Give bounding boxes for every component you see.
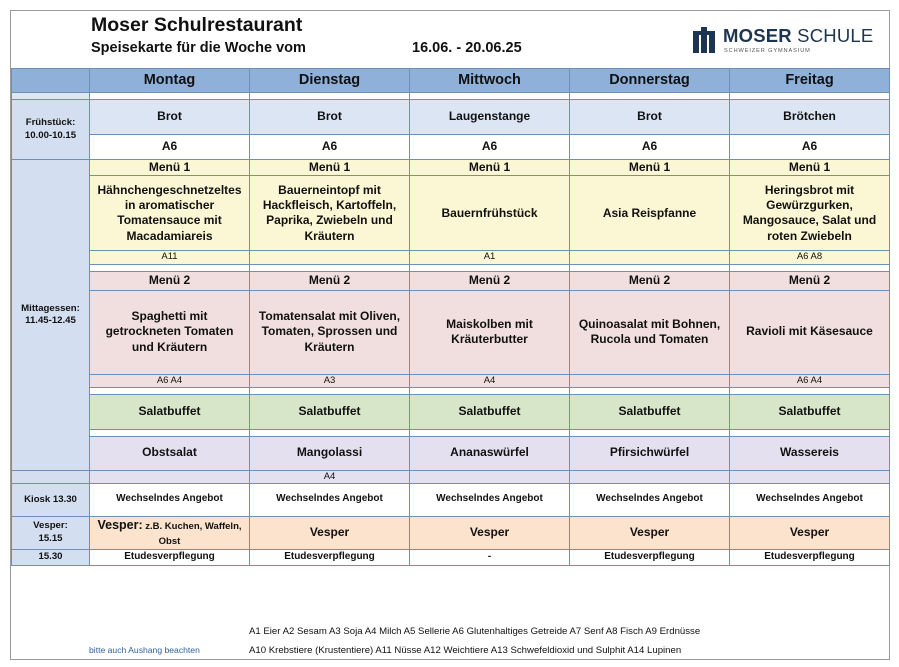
breakfast-thursday: Brot bbox=[570, 100, 730, 135]
breakfast-allergen-friday: A6 bbox=[730, 135, 890, 160]
kiosk-label: Kiosk 13.30 bbox=[12, 483, 90, 516]
menu1-monday: Hähnchengeschnetzeltes in aromatischer Tomatensauce mit Macadamiareis bbox=[90, 176, 250, 251]
etudes-row bbox=[12, 549, 890, 565]
day-thursday: Donnerstag bbox=[570, 69, 730, 93]
menu1-tuesday: Bauerneintopf mit Hackfleisch, Kartoffeln, Paprika, Zwiebeln und Kräutern bbox=[250, 176, 410, 251]
spacer-row bbox=[12, 387, 890, 394]
menu2-thursday: Quinoasalat mit Bohnen, Rucola und Tomaten bbox=[570, 290, 730, 374]
breakfast-wednesday: Laugenstange bbox=[410, 100, 570, 135]
etudes-wednesday: - bbox=[410, 549, 570, 565]
menu1-dish-row bbox=[12, 176, 890, 251]
menu2-dish-row bbox=[12, 290, 890, 374]
menu2-friday: Ravioli mit Käsesauce bbox=[730, 290, 890, 374]
corner-cell bbox=[12, 69, 90, 93]
salad-thursday: Salatbuffet bbox=[570, 394, 730, 429]
menu2-allergen-wednesday: A4 bbox=[410, 374, 570, 387]
etudes-monday: Etudesverpflegung bbox=[90, 549, 250, 565]
menu-sheet bbox=[10, 10, 890, 660]
breakfast-monday: Brot bbox=[90, 100, 250, 135]
dessert-monday: Obstsalat bbox=[90, 436, 250, 470]
menu2-allergen-tuesday: A3 bbox=[250, 374, 410, 387]
day-header-row bbox=[12, 69, 890, 93]
kiosk-monday: Wechselndes Angebot bbox=[90, 483, 250, 516]
breakfast-allergen-wednesday: A6 bbox=[410, 135, 570, 160]
breakfast-label: Frühstück: 10.00-10.15 bbox=[12, 100, 90, 160]
menu1-heading: Menü 1 bbox=[730, 160, 890, 176]
kiosk-thursday: Wechselndes Angebot bbox=[570, 483, 730, 516]
salad-monday: Salatbuffet bbox=[90, 394, 250, 429]
dessert-row bbox=[12, 436, 890, 470]
vesper-row bbox=[12, 516, 890, 549]
allergen-legend-line-1: A1 Eier A2 Sesam A3 Soja A4 Milch A5 Sellerie A6 Glutenhaltiges Getreide A7 Senf A8 Fisch A9 Erdnüsse bbox=[249, 626, 701, 637]
week-subtitle: Speisekarte für die Woche vom bbox=[91, 40, 306, 56]
menu2-heading: Menü 2 bbox=[730, 271, 890, 290]
lunch-label: Mittagessen: 11.45-12.45 bbox=[12, 160, 90, 471]
salad-friday: Salatbuffet bbox=[730, 394, 890, 429]
breakfast-allergen-thursday: A6 bbox=[570, 135, 730, 160]
kiosk-friday: Wechselndes Angebot bbox=[730, 483, 890, 516]
menu2-heading: Menü 2 bbox=[410, 271, 570, 290]
menu2-wednesday: Maiskolben mit Kräuterbutter bbox=[410, 290, 570, 374]
notice-hint: bitte auch Aushang beachten bbox=[89, 645, 200, 655]
logo-wordmark: MOSER SCHULE bbox=[723, 25, 874, 46]
etudes-thursday: Etudesverpflegung bbox=[570, 549, 730, 565]
menu1-thursday: Asia Reispfanne bbox=[570, 176, 730, 251]
menu2-tuesday: Tomatensalat mit Oliven, Tomaten, Sprossen und Kräutern bbox=[250, 290, 410, 374]
dessert-allergen-thursday bbox=[570, 470, 730, 483]
dessert-friday: Wassereis bbox=[730, 436, 890, 470]
school-logo bbox=[693, 25, 883, 61]
allergen-legend-line-2: A10 Krebstiere (Krustentiere) A11 Nüsse A12 Weichtiere A13 Schwefeldioxid und Sulphit A14 Lupinen bbox=[249, 645, 682, 656]
menu2-heading-row bbox=[12, 271, 890, 290]
salad-tuesday: Salatbuffet bbox=[250, 394, 410, 429]
menu1-heading: Menü 1 bbox=[250, 160, 410, 176]
page-title: Moser Schulrestaurant bbox=[91, 14, 303, 36]
spacer-row bbox=[12, 429, 890, 436]
dessert-thursday: Pfirsichwürfel bbox=[570, 436, 730, 470]
dessert-allergen-wednesday bbox=[410, 470, 570, 483]
menu1-allergen-thursday bbox=[570, 251, 730, 264]
day-monday: Montag bbox=[90, 69, 250, 93]
kiosk-row bbox=[12, 483, 890, 516]
vesper-thursday: Vesper bbox=[570, 516, 730, 549]
dessert-allergen-tuesday: A4 bbox=[250, 470, 410, 483]
menu2-allergen-monday: A6 A4 bbox=[90, 374, 250, 387]
breakfast-tuesday: Brot bbox=[250, 100, 410, 135]
dessert-allergen-monday bbox=[90, 470, 250, 483]
menu2-heading: Menü 2 bbox=[90, 271, 250, 290]
menu1-friday: Heringsbrot mit Gewürzgurken, Mangosauce, Salat und roten Zwiebeln bbox=[730, 176, 890, 251]
menu2-allergen-row bbox=[12, 374, 890, 387]
menu1-heading-row bbox=[12, 160, 890, 176]
salad-wednesday: Salatbuffet bbox=[410, 394, 570, 429]
allergen-legend bbox=[11, 622, 889, 659]
day-wednesday: Mittwoch bbox=[410, 69, 570, 93]
menu1-allergen-tuesday bbox=[250, 251, 410, 264]
breakfast-allergen-row bbox=[12, 135, 890, 160]
kiosk-tuesday: Wechselndes Angebot bbox=[250, 483, 410, 516]
breakfast-allergen-monday: A6 bbox=[90, 135, 250, 160]
weekly-menu-table bbox=[11, 68, 890, 566]
menu1-heading: Menü 1 bbox=[90, 160, 250, 176]
vesper-friday: Vesper bbox=[730, 516, 890, 549]
day-tuesday: Dienstag bbox=[250, 69, 410, 93]
etudes-tuesday: Etudesverpflegung bbox=[250, 549, 410, 565]
vesper-wednesday: Vesper bbox=[410, 516, 570, 549]
menu1-allergen-friday: A6 A8 bbox=[730, 251, 890, 264]
dessert-wednesday: Ananaswürfel bbox=[410, 436, 570, 470]
vesper-tuesday: Vesper bbox=[250, 516, 410, 549]
week-dates: 16.06. - 20.06.25 bbox=[412, 40, 522, 56]
lunch-label-tail bbox=[12, 470, 90, 483]
menu1-allergen-wednesday: A1 bbox=[410, 251, 570, 264]
menu2-heading: Menü 2 bbox=[570, 271, 730, 290]
menu2-monday: Spaghetti mit getrockneten Tomaten und Kräutern bbox=[90, 290, 250, 374]
menu2-allergen-friday: A6 A4 bbox=[730, 374, 890, 387]
breakfast-allergen-tuesday: A6 bbox=[250, 135, 410, 160]
logo-tagline: SCHWEIZER GYMNASIUM bbox=[724, 48, 811, 54]
dessert-tuesday: Mangolassi bbox=[250, 436, 410, 470]
menu2-allergen-thursday bbox=[570, 374, 730, 387]
salad-row bbox=[12, 394, 890, 429]
spacer-row bbox=[12, 93, 890, 100]
dessert-allergen-friday bbox=[730, 470, 890, 483]
menu1-allergen-row bbox=[12, 251, 890, 264]
etudes-label: 15.30 bbox=[12, 549, 90, 565]
menu2-heading: Menü 2 bbox=[250, 271, 410, 290]
menu1-allergen-monday: A11 bbox=[90, 251, 250, 264]
dessert-allergen-row bbox=[12, 470, 890, 483]
kiosk-wednesday: Wechselndes Angebot bbox=[410, 483, 570, 516]
logo-mark-icon bbox=[693, 27, 717, 53]
vesper-monday: Vesper: z.B. Kuchen, Waffeln, Obst bbox=[90, 516, 250, 549]
spacer-row bbox=[12, 264, 890, 271]
breakfast-friday: Brötchen bbox=[730, 100, 890, 135]
day-friday: Freitag bbox=[730, 69, 890, 93]
menu1-heading: Menü 1 bbox=[410, 160, 570, 176]
breakfast-row bbox=[12, 100, 890, 135]
vesper-label: Vesper: 15.15 bbox=[12, 516, 90, 549]
etudes-friday: Etudesverpflegung bbox=[730, 549, 890, 565]
menu1-heading: Menü 1 bbox=[570, 160, 730, 176]
menu1-wednesday: Bauernfrühstück bbox=[410, 176, 570, 251]
